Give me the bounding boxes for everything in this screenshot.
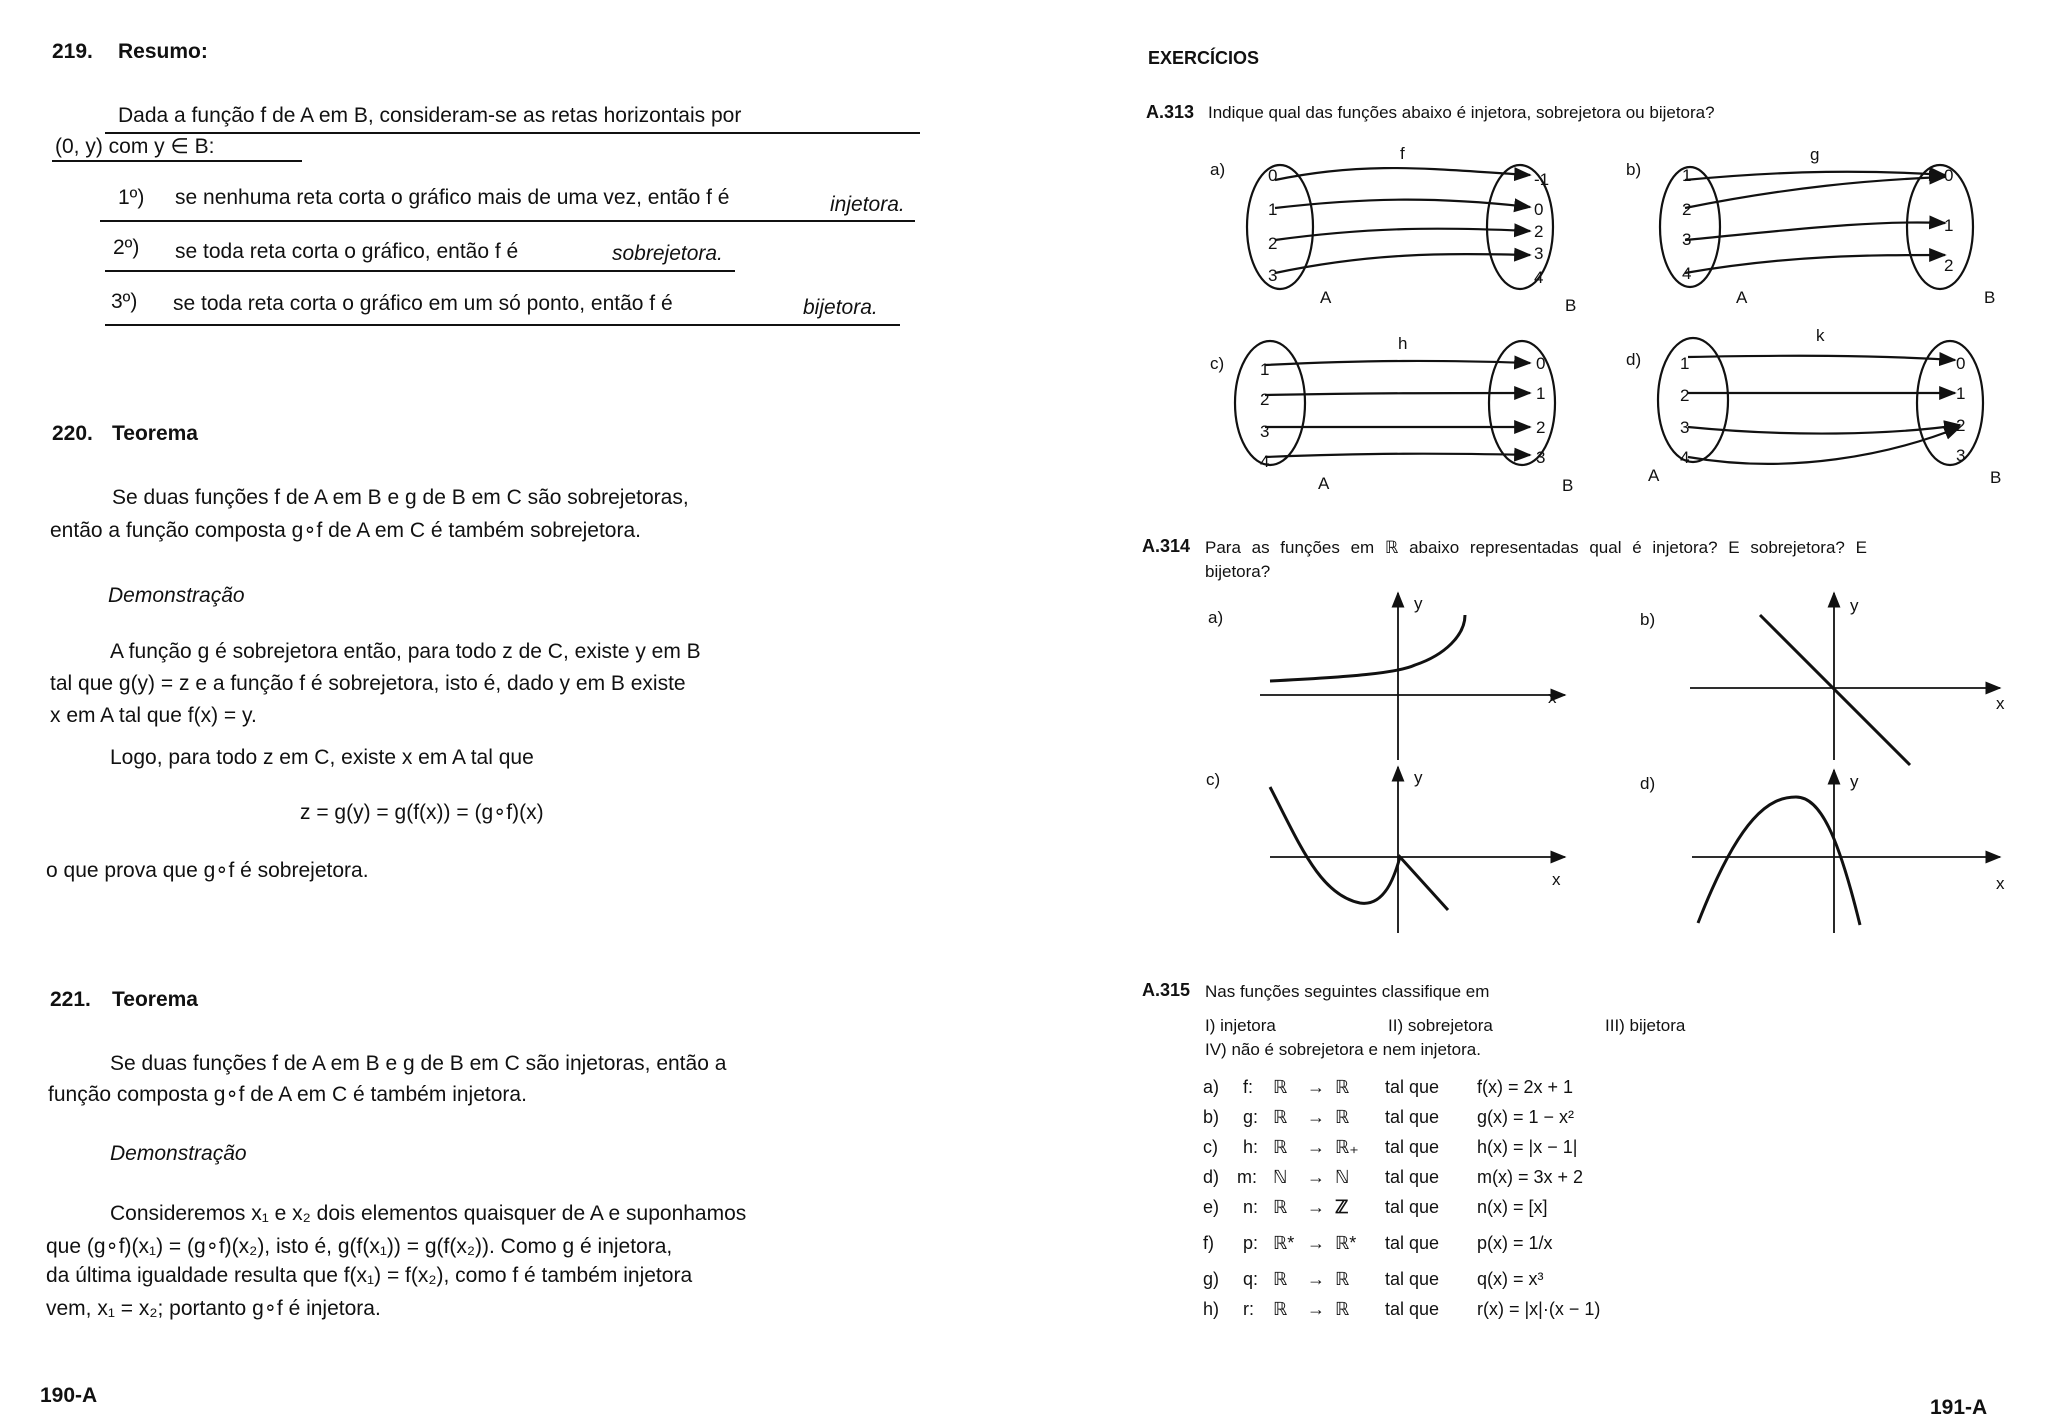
s220-demo: Demonstração	[108, 584, 245, 607]
row-letter: g)	[1203, 1269, 1220, 1289]
underline	[105, 270, 735, 272]
diagram-d-fname: k	[1816, 326, 1825, 345]
such-that: tal que	[1385, 1167, 1440, 1187]
diagram-d-right-0: 0	[1956, 354, 1966, 373]
a314-number: A.314	[1142, 536, 1191, 556]
arrow: →	[1307, 1137, 1325, 1157]
diagram-a-right-3: 3	[1534, 244, 1544, 263]
graph-b-x: x	[1996, 694, 2005, 713]
s221-p2: função composta g∘f de A em C é também injetora.	[48, 1083, 527, 1106]
a315-option-2: II) sobrejetora	[1388, 1016, 1493, 1035]
domain: ℝ	[1273, 1269, 1288, 1289]
arrow: →	[1307, 1107, 1325, 1127]
diagram-d-left-1: 2	[1680, 386, 1690, 405]
diagram-c-left-2: 3	[1260, 422, 1270, 441]
a315-number: A.315	[1142, 980, 1191, 1000]
diagram-a-right-0: -1	[1534, 170, 1550, 189]
diagram-a-left-0: 0	[1268, 166, 1278, 185]
a314-text1: Para as funções em ℝ abaixo representadas qual é injetora? E sobrejetora? E	[1205, 538, 1867, 557]
diagram-c-right-3: 3	[1536, 448, 1546, 467]
s219-item3-emph: bijetora.	[803, 296, 878, 319]
s219-item3-text: se toda reta corta o gráfico em um só ponto, então f é	[173, 292, 673, 315]
diagram-d-right-1: 1	[1956, 384, 1966, 403]
diagram-d-left-0: 1	[1680, 354, 1690, 373]
page-number-right: 191-A	[1930, 1396, 1988, 1419]
s220-q1: A função g é sobrejetora então, para todo z de C, existe y em B	[110, 640, 701, 663]
underline	[105, 132, 920, 134]
row-letter: a)	[1203, 1077, 1220, 1097]
codomain: ℝ	[1335, 1299, 1350, 1319]
s220-q2: tal que g(y) = z e a função f é sobrejetora, isto é, dado y em B existe	[50, 672, 686, 695]
diagram-a-right-2: 2	[1534, 222, 1544, 241]
such-that: tal que	[1385, 1077, 1440, 1097]
graph-d-y: y	[1850, 772, 1859, 791]
function-name: q:	[1243, 1269, 1259, 1289]
diagram-d-right-2: 2	[1956, 416, 1966, 435]
underline	[52, 160, 302, 162]
diagram-b-left-2: 3	[1682, 230, 1692, 249]
graph-c-x: x	[1552, 870, 1561, 889]
s219-item3-num: 3º)	[111, 290, 138, 313]
section-221-number: 221.	[50, 988, 91, 1011]
graph-b-y: y	[1850, 596, 1859, 615]
arrow: →	[1307, 1167, 1325, 1187]
s219-item1-num: 1º)	[118, 186, 145, 209]
row-letter: c)	[1203, 1137, 1218, 1157]
s221-q3: da última igualdade resulta que f(x₁) = f(x₂), como f é também injetora	[46, 1264, 693, 1287]
diagram-b-right-0: 0	[1944, 166, 1954, 185]
such-that: tal que	[1385, 1299, 1440, 1319]
diagram-c-right-0: 0	[1536, 354, 1546, 373]
row-letter: b)	[1203, 1107, 1220, 1127]
diagram-d-setA: A	[1648, 466, 1660, 485]
a313-number: A.313	[1146, 102, 1195, 122]
diagram-b-left-0: 1	[1682, 166, 1692, 185]
diagram-b-setA: A	[1736, 288, 1748, 307]
row-letter: f)	[1203, 1233, 1214, 1253]
diagram-b-left-3: 4	[1682, 264, 1692, 283]
diagram-c-right-1: 1	[1536, 384, 1546, 403]
such-that: tal que	[1385, 1269, 1440, 1289]
diagram-a-fname: f	[1400, 144, 1405, 163]
diagram-b-fname: g	[1810, 145, 1820, 164]
function-name: m:	[1237, 1167, 1257, 1187]
codomain: ℝ	[1335, 1107, 1350, 1127]
s219-item1-emph: injetora.	[830, 193, 905, 216]
row-letter: d)	[1203, 1167, 1220, 1187]
s221-p1: Se duas funções f de A em B e g de B em C são injetoras, então a	[110, 1052, 727, 1075]
codomain: ℝ₊	[1335, 1137, 1359, 1157]
s221-q4: vem, x₁ = x₂; portanto g∘f é injetora.	[46, 1297, 381, 1320]
a315-option-4: IV) não é sobrejetora e nem injetora.	[1205, 1040, 1481, 1059]
graph-b-label: b)	[1640, 610, 1656, 629]
s220-q3: x em A tal que f(x) = y.	[50, 704, 257, 727]
row-letter: e)	[1203, 1197, 1220, 1217]
graph-a-label: a)	[1208, 608, 1224, 627]
domain: ℝ	[1273, 1299, 1288, 1319]
graph-a-y: y	[1414, 594, 1423, 613]
underline	[100, 220, 915, 222]
diagram-c-left-1: 2	[1260, 390, 1270, 409]
diagram-d-label: d)	[1626, 350, 1642, 369]
expression: n(x) = [x]	[1477, 1197, 1548, 1217]
s220-equation: z = g(y) = g(f(x)) = (g∘f)(x)	[300, 801, 544, 824]
expression: q(x) = x³	[1477, 1269, 1544, 1289]
arrow: →	[1307, 1077, 1325, 1097]
diagram-c-setB: B	[1562, 476, 1574, 495]
codomain: ℝ	[1335, 1077, 1350, 1097]
s219-line1: Dada a função f de A em B, consideram-se as retas horizontais por	[118, 104, 742, 127]
graph-d-label: d)	[1640, 774, 1656, 793]
arrow: →	[1307, 1269, 1325, 1289]
diagram-b-label: b)	[1626, 160, 1642, 179]
arrow: →	[1307, 1233, 1325, 1253]
domain: ℝ	[1273, 1107, 1288, 1127]
diagram-d-right-3: 3	[1956, 446, 1966, 465]
s220-q5: o que prova que g∘f é sobrejetora.	[46, 859, 369, 882]
diagram-b-right-1: 1	[1944, 216, 1954, 235]
diagram-c-right-2: 2	[1536, 418, 1546, 437]
such-that: tal que	[1385, 1107, 1440, 1127]
diagram-d-left-3: 4	[1680, 448, 1690, 467]
s220-p1: Se duas funções f de A em B e g de B em C são sobrejetoras,	[112, 486, 689, 509]
diagram-a-right-4: 4	[1534, 268, 1544, 287]
codomain: ℝ*	[1335, 1233, 1357, 1253]
section-221-title: Teorema	[112, 988, 198, 1011]
s219-item2-num: 2º)	[113, 236, 140, 259]
function-name: n:	[1243, 1197, 1259, 1217]
s219-line2: (0, y) com y ∈ B:	[55, 135, 215, 158]
diagram-a-right-1: 0	[1534, 200, 1544, 219]
graph-d-x: x	[1996, 874, 2005, 893]
function-name: g:	[1243, 1107, 1259, 1127]
section-219-number: 219.	[52, 40, 93, 63]
codomain: ℕ	[1335, 1167, 1350, 1187]
such-that: tal que	[1385, 1137, 1440, 1157]
section-220-title: Teorema	[112, 422, 198, 445]
a313-text: Indique qual das funções abaixo é injetora, sobrejetora ou bijetora?	[1208, 103, 1715, 122]
diagram-a-left-1: 1	[1268, 200, 1278, 219]
domain: ℝ	[1273, 1197, 1288, 1217]
expression: f(x) = 2x + 1	[1477, 1077, 1574, 1097]
graph-c-label: c)	[1206, 770, 1221, 789]
domain: ℕ	[1273, 1167, 1288, 1187]
function-name: h:	[1243, 1137, 1259, 1157]
arrow: →	[1307, 1299, 1325, 1319]
function-name: p:	[1243, 1233, 1259, 1253]
expression: m(x) = 3x + 2	[1477, 1167, 1584, 1187]
domain: ℝ	[1273, 1077, 1288, 1097]
exercises-heading: EXERCÍCIOS	[1148, 48, 1260, 68]
expression: r(x) = |x|·(x − 1)	[1477, 1299, 1601, 1319]
s221-q1: Consideremos x₁ e x₂ dois elementos quaisquer de A e suponhamos	[110, 1202, 747, 1225]
codomain: ℝ	[1335, 1269, 1350, 1289]
diagram-a-left-2: 2	[1268, 234, 1278, 253]
diagram-b-setB: B	[1984, 288, 1996, 307]
a315-option-3: III) bijetora	[1605, 1016, 1686, 1035]
underline	[105, 324, 900, 326]
s219-item2-text: se toda reta corta o gráfico, então f é	[175, 240, 519, 263]
domain: ℝ*	[1273, 1233, 1295, 1253]
s221-demo: Demonstração	[110, 1142, 247, 1165]
diagram-c-fname: h	[1398, 334, 1408, 353]
a315-text: Nas funções seguintes classifique em	[1205, 982, 1490, 1001]
graph-c-y: y	[1414, 768, 1423, 787]
graph-a-x: x	[1548, 688, 1557, 707]
expression: h(x) = |x − 1|	[1477, 1137, 1578, 1157]
a314-graphs	[1200, 585, 2030, 935]
section-219-title: Resumo:	[118, 40, 208, 63]
diagram-d-left-2: 3	[1680, 418, 1690, 437]
diagram-c-left-0: 1	[1260, 360, 1270, 379]
a314-text2: bijetora?	[1205, 562, 1271, 581]
diagram-a-setA: A	[1320, 288, 1332, 307]
diagram-a-label: a)	[1210, 160, 1226, 179]
page-number-left: 190-A	[40, 1384, 98, 1407]
s221-q2: que (g∘f)(x₁) = (g∘f)(x₂), isto é, g(f(x₁)) = g(f(x₂)). Como g é injetora,	[46, 1235, 673, 1258]
row-letter: h)	[1203, 1299, 1220, 1319]
diagram-d-setB: B	[1990, 468, 2002, 487]
such-that: tal que	[1385, 1233, 1440, 1253]
arrow: →	[1307, 1197, 1325, 1217]
function-name: r:	[1243, 1299, 1254, 1319]
a313-diagrams	[1190, 135, 2040, 495]
diagram-c-left-3: 4	[1260, 452, 1270, 471]
s219-item2-emph: sobrejetora.	[612, 242, 723, 265]
diagram-a-setB: B	[1565, 296, 1577, 315]
diagram-c-label: c)	[1210, 354, 1225, 373]
diagram-a-left-3: 3	[1268, 266, 1278, 285]
s220-q4: Logo, para todo z em C, existe x em A tal que	[110, 746, 534, 769]
codomain: ℤ	[1335, 1197, 1349, 1217]
a315-option-1: I) injetora	[1205, 1016, 1276, 1035]
expression: p(x) = 1/x	[1477, 1233, 1553, 1253]
section-220-number: 220.	[52, 422, 93, 445]
diagram-c-setA: A	[1318, 474, 1330, 493]
s219-item1-text: se nenhuma reta corta o gráfico mais de uma vez, então f é	[175, 186, 730, 209]
domain: ℝ	[1273, 1137, 1288, 1157]
diagram-b-right-2: 2	[1944, 256, 1954, 275]
diagram-b-left-1: 2	[1682, 200, 1692, 219]
function-name: f:	[1243, 1077, 1254, 1097]
expression: g(x) = 1 − x²	[1477, 1107, 1575, 1127]
s220-p2: então a função composta g∘f de A em C é também sobrejetora.	[50, 519, 641, 542]
such-that: tal que	[1385, 1197, 1440, 1217]
